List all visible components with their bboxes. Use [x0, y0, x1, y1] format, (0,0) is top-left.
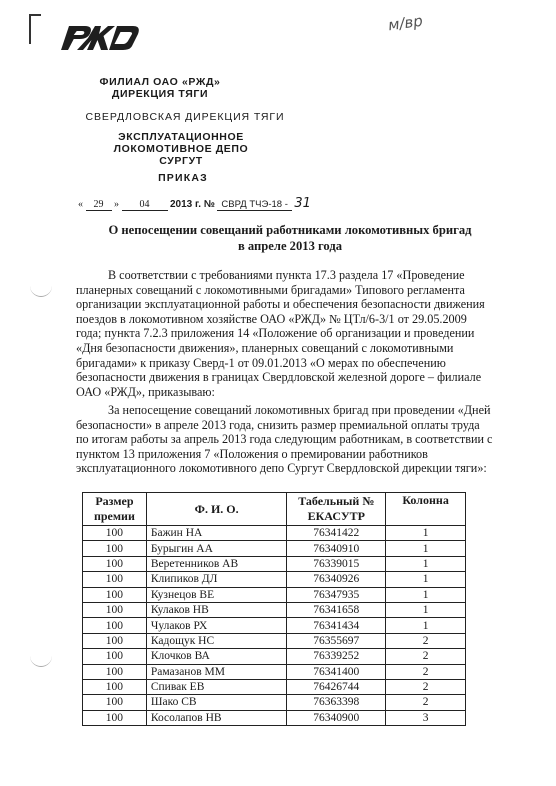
- table-row: [83, 587, 466, 602]
- order-number: СВРД ТЧЭ-18 -: [217, 199, 291, 211]
- table-row: [83, 710, 466, 725]
- bonus-cell: 100: [83, 556, 147, 571]
- date-line: [78, 196, 311, 211]
- table-row: [83, 633, 466, 648]
- tab-cell: 76341658: [287, 602, 386, 617]
- name-cell: Веретенников АВ: [146, 556, 287, 571]
- tab-cell: 76355697: [287, 633, 386, 648]
- table-row: [83, 602, 466, 617]
- tab-cell: 76340910: [287, 541, 386, 556]
- tab-cell: 76341400: [287, 664, 386, 679]
- name-cell: Кулаков НВ: [146, 602, 287, 617]
- order-title-line-2: в апреле 2013 года: [237, 239, 343, 253]
- regional-directorate: СВЕРДЛОВСКАЯ ДИРЕКЦИЯ ТЯГИ: [85, 111, 285, 123]
- name-cell: Рамазанов ММ: [146, 664, 287, 679]
- bonus-cell: 100: [83, 710, 147, 725]
- column-cell: 1: [386, 572, 466, 587]
- column-cell: 1: [386, 587, 466, 602]
- table-header-row: [83, 493, 466, 526]
- bonus-cell: 100: [83, 587, 147, 602]
- column-cell: 2: [386, 679, 466, 694]
- depot-line-1: ЭКСПЛУАТАЦИОННОЕ: [118, 131, 244, 143]
- table-row: [83, 526, 466, 541]
- name-cell: Чулаков РХ: [146, 618, 287, 633]
- bonus-cell: 100: [83, 526, 147, 541]
- margin-note: м/вр: [386, 11, 424, 35]
- depot-line-2: ЛОКОМОТИВНОЕ ДЕПО: [113, 143, 249, 155]
- org-division: ДИРЕКЦИЯ ТЯГИ: [111, 88, 209, 100]
- table-row: [83, 695, 466, 710]
- bonus-cell: 100: [83, 633, 147, 648]
- tab-cell: 76339015: [287, 556, 386, 571]
- column-cell: 2: [386, 633, 466, 648]
- tab-cell: 76340900: [287, 710, 386, 725]
- table-row: [83, 649, 466, 664]
- name-cell: Кузнецов ВЕ: [146, 587, 287, 602]
- name-cell: Бурыгин АА: [146, 541, 287, 556]
- name-cell: Спивак ЕВ: [146, 679, 287, 694]
- depot-line-3: СУРГУТ: [159, 155, 203, 167]
- bonus-cell: 100: [83, 541, 147, 556]
- name-cell: Косолапов НВ: [146, 710, 287, 725]
- bonus-cell: 100: [83, 679, 147, 694]
- text-line: бригадами» к приказу Сверд-1 от 09.01.2013 «О мерах по обеспечению: [76, 355, 446, 370]
- tab-cell: 76341434: [287, 618, 386, 633]
- column-cell: 1: [386, 618, 466, 633]
- employee-bonus-table: [82, 492, 466, 726]
- order-paragraph: [76, 403, 524, 476]
- column-cell: 1: [386, 556, 466, 571]
- text-line: года; пункта 7.2.3 приложения 14 «Положение об организации и проведении: [76, 326, 475, 341]
- text-line: эксплуатационного локомотивного депо Сургут Свердловской дирекции тяги»:: [76, 461, 487, 476]
- table-row: [83, 541, 466, 556]
- bonus-cell: 100: [83, 649, 147, 664]
- bonus-cell: 100: [83, 602, 147, 617]
- date-year: 2013 г. №: [170, 199, 215, 210]
- text-line: безопасности движения в границах Свердловской железной дороге – филиале: [76, 370, 482, 385]
- table-row: [83, 664, 466, 679]
- text-line: «Дня безопасности движения», планерных совещаний с локомотивными: [76, 340, 454, 355]
- rzd-logo: [60, 22, 142, 52]
- quote-close: »: [114, 199, 119, 210]
- header-column: Колонна: [386, 493, 466, 526]
- table-row: [83, 618, 466, 633]
- header-bonus: Размер премии: [83, 493, 147, 526]
- bonus-cell: 100: [83, 572, 147, 587]
- date-month: 04: [122, 199, 168, 211]
- text-line: безопасности» в апреле 2013 года, снизить размер премиальной оплаты труда: [76, 417, 480, 432]
- punch-hole-mark: [30, 652, 52, 667]
- text-line: пунктом 13 приложения 7 «Положения о премировании работников: [76, 446, 428, 461]
- punch-hole-mark: [30, 282, 52, 297]
- quote-open: «: [78, 199, 83, 210]
- table-row: [83, 679, 466, 694]
- doc-type: ПРИКАЗ: [158, 172, 208, 184]
- column-cell: 2: [386, 664, 466, 679]
- tab-cell: 76347935: [287, 587, 386, 602]
- corner-mark: [29, 14, 41, 44]
- text-line: В соответствии с требованиями пункта 17.3 раздела 17 «Проведение: [108, 268, 465, 282]
- preamble-paragraph: [76, 268, 524, 399]
- name-cell: Шако СВ: [146, 695, 287, 710]
- header-fio: Ф. И. О.: [146, 493, 287, 526]
- column-cell: 2: [386, 649, 466, 664]
- text-line: ОАО «РЖД», приказываю:: [76, 384, 215, 399]
- bonus-cell: 100: [83, 695, 147, 710]
- text-line: организации эксплуатационной работы и обеспечения безопасности движения: [76, 297, 485, 312]
- tab-cell: 76341422: [287, 526, 386, 541]
- bonus-cell: 100: [83, 664, 147, 679]
- table-row: [83, 572, 466, 587]
- tab-cell: 76340926: [287, 572, 386, 587]
- text-line: За непосещение совещаний локомотивных бригад при проведении «Дней: [108, 403, 491, 417]
- text-line: по итогам работы за апрель 2013 года следующим работникам, в соответствии с: [76, 432, 493, 447]
- column-cell: 1: [386, 541, 466, 556]
- text-line: планерных совещаний с локомотивными бригадами» Типового регламента: [76, 282, 465, 297]
- name-cell: Клочков ВА: [146, 649, 287, 664]
- column-cell: 1: [386, 526, 466, 541]
- bonus-cell: 100: [83, 618, 147, 633]
- table-row: [83, 556, 466, 571]
- column-cell: 3: [386, 710, 466, 725]
- name-cell: Бажин НА: [146, 526, 287, 541]
- name-cell: Клипиков ДЛ: [146, 572, 287, 587]
- tab-cell: 76426744: [287, 679, 386, 694]
- tab-cell: 76363398: [287, 695, 386, 710]
- column-cell: 1: [386, 602, 466, 617]
- org-name: ФИЛИАЛ ОАО «РЖД»: [99, 76, 221, 88]
- name-cell: Кадощук НС: [146, 633, 287, 648]
- header-tab-number: Табельный № ЕКАСУТР: [287, 493, 386, 526]
- order-number-handwritten: 31: [294, 196, 311, 211]
- order-title-line-1: О непосещении совещаний работниками локомотивных бригад: [108, 223, 472, 237]
- column-cell: 2: [386, 695, 466, 710]
- date-day: 29: [86, 199, 112, 211]
- tab-cell: 76339252: [287, 649, 386, 664]
- text-line: поездов в локомотивном хозяйстве ОАО «РЖД» № ЦТл/6-3/1 от 29.05.2009: [76, 311, 467, 326]
